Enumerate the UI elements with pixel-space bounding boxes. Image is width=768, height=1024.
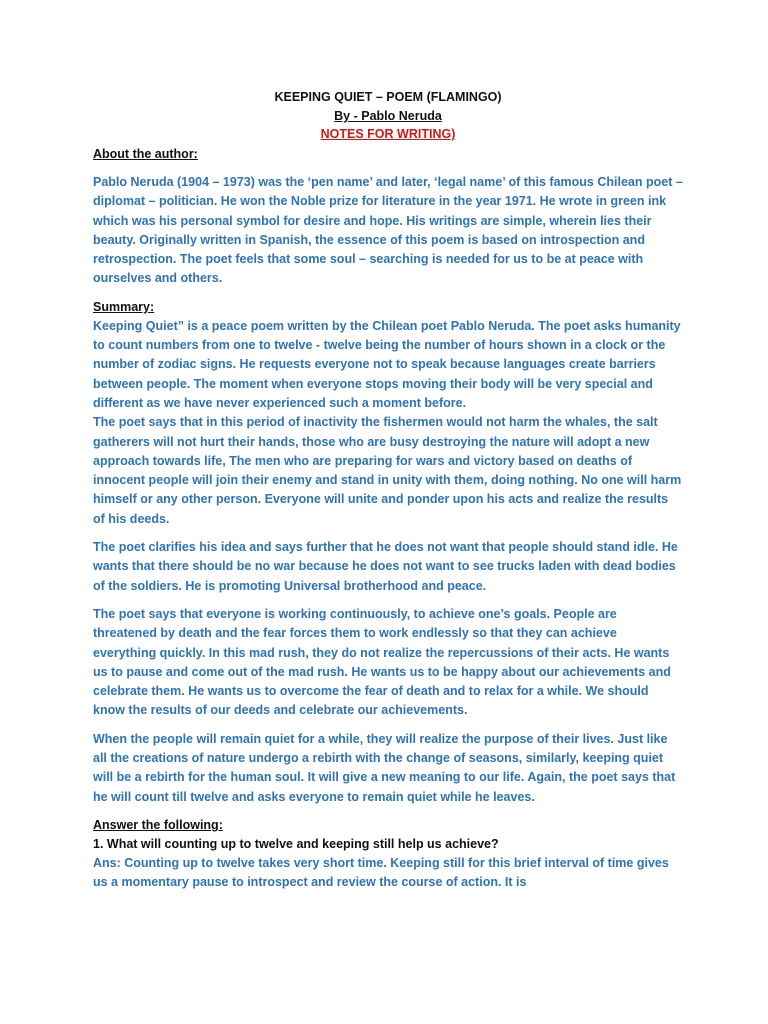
- summary-paragraph-1: Keeping Quiet” is a peace poem written by the Chilean poet Pablo Neruda. The poet asks humanity to count numbers from one to twelve - twelve being the number of hours shown in a clock or the number of zodiac signs. He requests everyone not to speak because languages create barriers between people. The moment when everyone stops moving their body will be very special and different as we have never experienced such a moment before.: [93, 318, 681, 410]
- about-paragraph: Pablo Neruda (1904 – 1973) was the ‘pen name’ and later, ‘legal name’ of this famous Chilean poet – diplomat – politician. He won the Noble prize for literature in the year 1971. He wrote in green ink which was his personal symbol for desire and hope. His writings are simple, wherein lies their beauty. Originally written in Spanish, the essence of this poem is based on introspection and retrospection. The poet feels that some soul – searching is needed for us to be at peace with ourselves and others.: [93, 175, 683, 286]
- author-byline: By - Pablo Neruda: [334, 109, 442, 123]
- answer-1: Ans: Counting up to twelve takes very short time. Keeping still for this brief interval of time gives us a momentary pause to introspect and review the course of action. It is: [93, 855, 669, 890]
- summary-paragraph-3: The poet clarifies his idea and says further that he does not want that people should stand idle. He wants that there should be no war because he does not want to see trucks laden with dead bodies of the soldiers. He is promoting Universal brotherhood and peace.: [93, 540, 678, 593]
- summary-paragraph-4: The poet says that everyone is working continuously, to achieve one’s goals. People are threatened by death and the fear forces them to work endlessly so that they can achieve everything quickly. In this mad rush, they do not realize the repercussions of their acts. He wants us to pause and come out of the mad rush. He wants us to be happy about our achievements and celebrate them. He wants us to overcome the fear of death and to relax for a while. We should know the results of our deeds and celebrate our achievements.: [93, 606, 671, 718]
- spacer: [93, 807, 683, 816]
- spacer: [93, 596, 683, 605]
- spacer: [93, 164, 683, 173]
- summary-heading: Summary:: [93, 299, 155, 314]
- spacer: [93, 289, 683, 298]
- spacer: [93, 721, 683, 730]
- answer-heading: Answer the following:: [93, 817, 223, 832]
- spacer: [93, 529, 683, 538]
- summary-paragraph-5: When the people will remain quiet for a while, they will realize the purpose of their lives. Just like all the creations of nature undergo a rebirth with the change of seasons, similarly, keeping quiet will be a rebirth for the human soul. It will give a new meaning to our life. Again, the poet says that he will count till twelve and asks everyone to remain quiet while he leaves.: [93, 731, 676, 804]
- notes-label: NOTES FOR WRITING): [320, 127, 456, 141]
- question-1: 1. What will counting up to twelve and keeping still help us achieve?: [93, 836, 499, 851]
- document-page: [93, 88, 683, 893]
- summary-paragraph-2: The poet says that in this period of inactivity the fishermen would not harm the whales, the salt gatherers will not hurt their hands, those who are busy destroying the nature will adopt a new approach towards life, The men who are preparing for wars and victory based on deaths of innocent people will join their enemy and stand in unity with them, doing nothing. No one will harm himself or any other person. Everyone will unite and ponder upon his acts and realize the results of his deeds.: [93, 415, 682, 526]
- page-title: KEEPING QUIET – POEM (FLAMINGO): [274, 90, 502, 104]
- about-heading: About the author:: [93, 147, 198, 161]
